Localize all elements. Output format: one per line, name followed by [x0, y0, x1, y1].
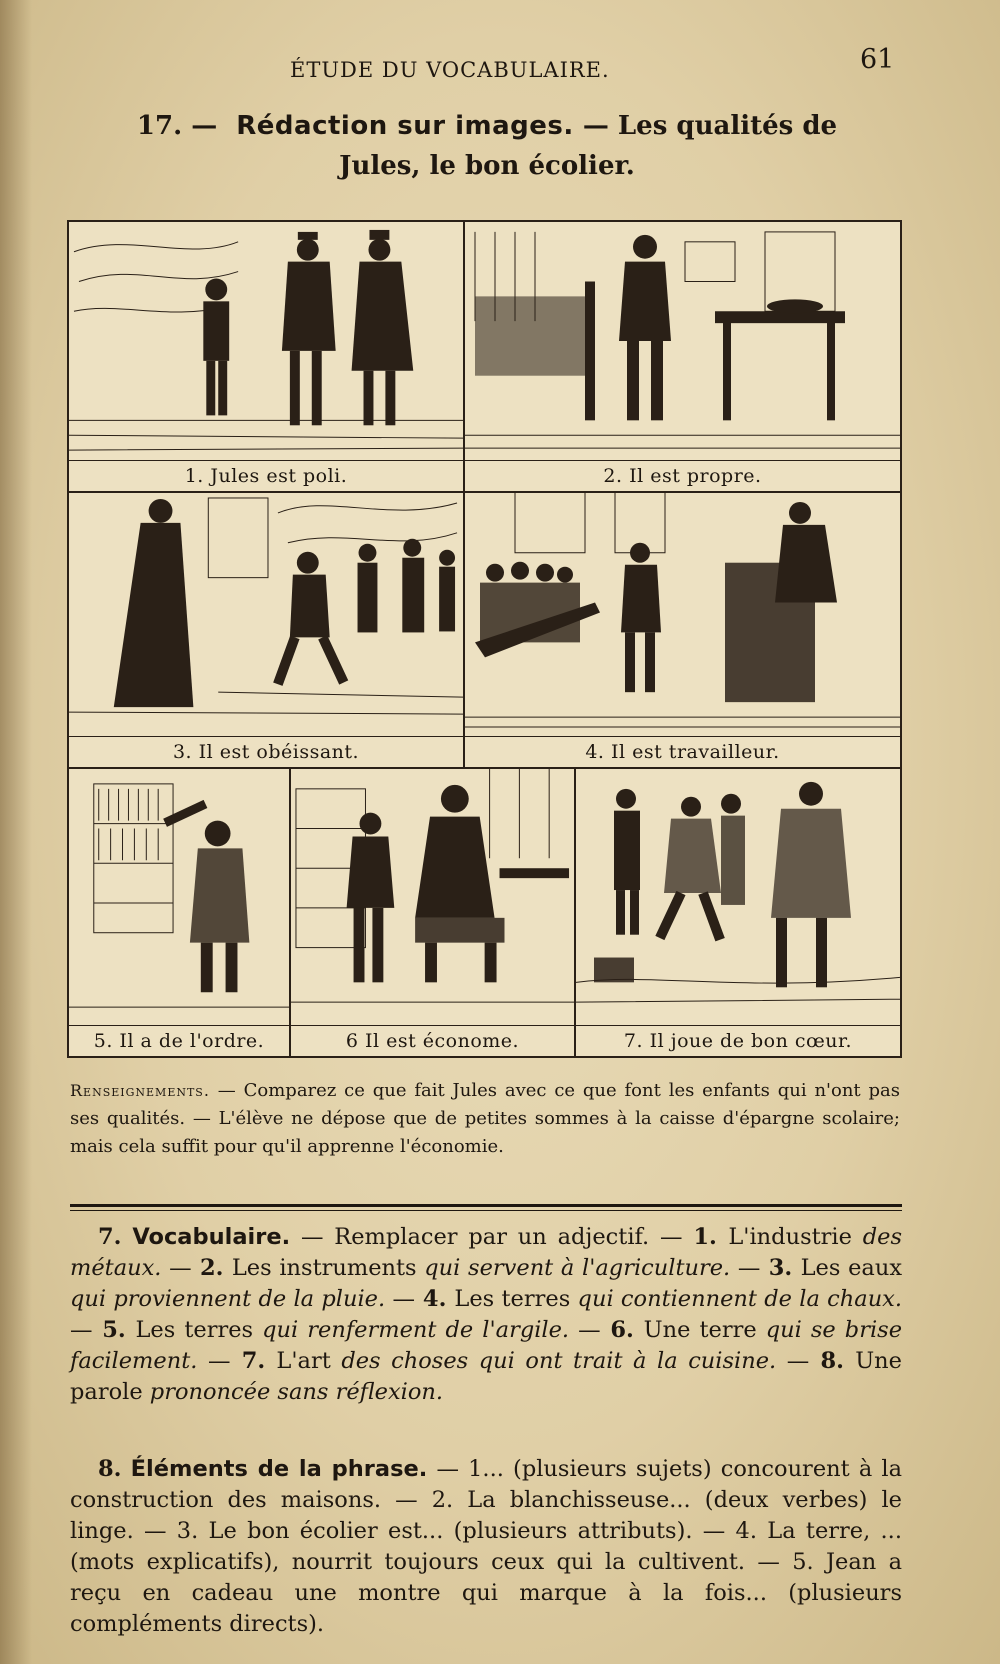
exercise-7-item-separator: —	[730, 1255, 761, 1281]
renseignements-text: — Comparez ce que fait Jules avec ce que font les enfants qui n'ont pas ses qualités. — L'élève ne dépose que de petites sommes à la caisse d'épargne scolaire; mais cela suffit pour qu'il apprenne l'économie.	[70, 1080, 900, 1157]
exercise-7-item-phrase: Les terres	[454, 1286, 578, 1312]
plate-5-illustration	[69, 769, 289, 1025]
exercise-7-item-separator: —	[70, 1317, 93, 1343]
plate-2-caption: 2. Il est propre.	[465, 460, 900, 491]
section-subtitle-line1: — Les qualités de	[582, 111, 838, 141]
exercise-7-intro: — Remplacer par un adjectif. —	[300, 1224, 683, 1250]
plate-2-illustration	[465, 222, 900, 460]
page-gutter-shadow	[0, 0, 32, 1664]
exercise-7-item-number: 6.	[600, 1317, 644, 1343]
plate-4-illustration	[465, 493, 900, 736]
exercise-7-item-separator: —	[197, 1348, 231, 1374]
exercise-7-item-target: des métaux.	[70, 1224, 903, 1281]
plate-4	[465, 493, 900, 767]
exercise-7-item-phrase: Les terres	[135, 1317, 263, 1343]
exercise-7-item-target: des choses qui ont trait à la cuisine.	[341, 1348, 777, 1374]
exercise-7	[70, 1222, 902, 1408]
exercise-7-item-separator: —	[569, 1317, 601, 1343]
exercise-8-text: — 1... (plusieurs sujets) concourent à la construction des maisons. — 2. La blanchisseuse... (deux verbes) le linge. — 3. Le bon écolier est... (plusieurs attributs). — 4. La terre, ... (mots explicatifs), nourrit toujours ceux qui la cultivent. — 5. Jean a reçu en cadeau une montre qui marque à la fois... (plusieurs compléments directs).	[70, 1456, 903, 1637]
exercise-7-item-separator: —	[161, 1255, 192, 1281]
exercise-7-item-target: qui se brise facilement.	[70, 1317, 903, 1374]
exercise-8	[70, 1454, 902, 1640]
exercise-7-item-phrase: L'industrie	[728, 1224, 863, 1250]
exercise-7-item-phrase: Une parole	[70, 1348, 902, 1405]
page-number: 61	[860, 44, 895, 75]
plate-7	[576, 769, 900, 1056]
exercise-7-item-target: qui servent à l'agriculture.	[424, 1255, 731, 1281]
exercise-7-item-number: 7.	[230, 1348, 277, 1374]
plate-row-3	[67, 769, 902, 1058]
exercise-7-item-separator: —	[385, 1286, 415, 1312]
exercise-7-item-number: 2.	[191, 1255, 232, 1281]
exercise-7-item-number: 3.	[760, 1255, 801, 1281]
exercise-7-item-number: 8.	[809, 1348, 856, 1374]
exercise-8-number: 8.	[98, 1456, 122, 1482]
exercise-8-label: Éléments de la phrase.	[130, 1456, 428, 1482]
plate-3-caption: 3. Il est obéissant.	[69, 736, 463, 767]
exercise-7-label: Vocabulaire.	[132, 1224, 291, 1250]
exercise-7-item-target: qui proviennent de la pluie.	[70, 1286, 386, 1312]
exercise-7-item-target: qui renferment de l'argile.	[262, 1317, 570, 1343]
plate-5	[69, 769, 291, 1056]
exercise-7-item-target: prononcée sans réflexion.	[149, 1379, 444, 1405]
exercise-7-item-number: 5.	[92, 1317, 136, 1343]
plate-1	[69, 222, 465, 491]
section-subtitle-line2: Jules, le bon écolier.	[339, 151, 635, 181]
running-title: ÉTUDE DU VOCABULAIRE.	[290, 58, 610, 82]
plate-row-2	[67, 493, 902, 769]
exercise-7-item-number: 4.	[414, 1286, 455, 1312]
plate-6-illustration	[291, 769, 574, 1025]
exercise-7-item-phrase: L'art	[276, 1348, 342, 1374]
renseignements-label: Renseignements.	[70, 1081, 210, 1100]
exercise-7-item-number: 1.	[693, 1224, 729, 1250]
exercise-7-item-phrase: Une terre	[643, 1317, 766, 1343]
illustration-plates	[67, 220, 902, 1058]
plate-3-illustration	[69, 493, 463, 736]
plate-3	[69, 493, 465, 767]
exercise-7-number: 7.	[98, 1224, 122, 1250]
plate-6	[291, 769, 576, 1056]
exercise-7-item-separator: —	[776, 1348, 810, 1374]
section-title: Rédaction sur images.	[236, 111, 574, 141]
plate-7-illustration	[576, 769, 900, 1025]
plate-row-1	[67, 220, 902, 493]
exercise-7-item-phrase: Les instruments	[231, 1255, 425, 1281]
exercise-7-items	[70, 1224, 902, 1405]
exercise-7-item-target: qui contiennent de la chaux.	[577, 1286, 903, 1312]
plate-2	[465, 222, 900, 491]
section-number: 17. —	[136, 111, 218, 141]
renseignements-paragraph	[70, 1077, 900, 1161]
plate-1-caption: 1. Jules est poli.	[69, 460, 463, 491]
plate-1-illustration	[69, 222, 463, 460]
plate-7-caption: 7. Il joue de bon cœur.	[576, 1025, 900, 1056]
exercise-7-item-phrase: Les eaux	[800, 1255, 903, 1281]
section-heading	[72, 106, 902, 186]
plate-6-caption: 6 Il est économe.	[291, 1025, 574, 1056]
plate-4-caption: 4. Il est travailleur.	[465, 736, 900, 767]
plate-5-caption: 5. Il a de l'ordre.	[69, 1025, 289, 1056]
